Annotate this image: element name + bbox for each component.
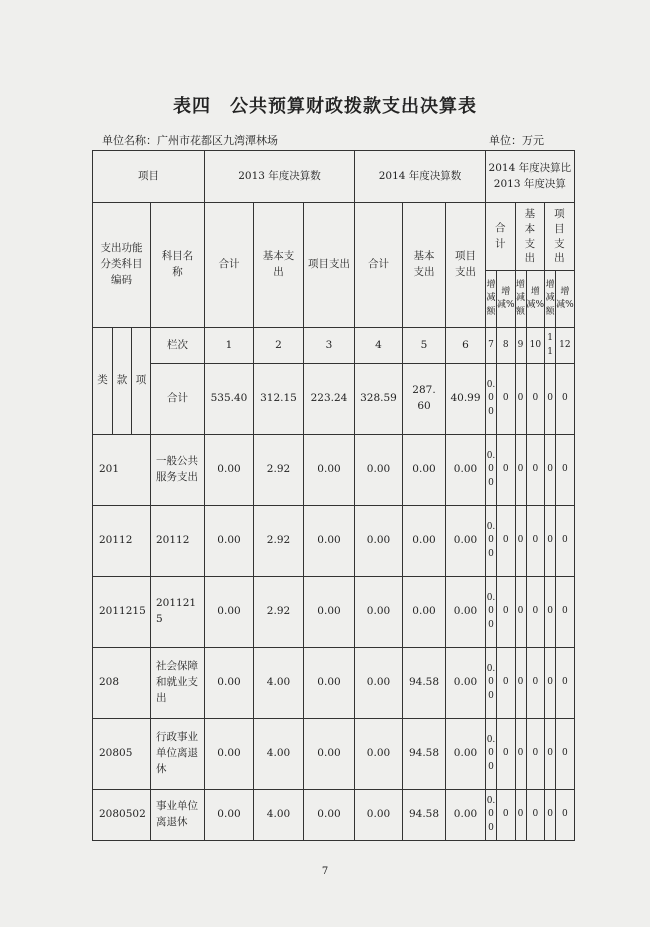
compare-value: 0 — [497, 719, 516, 790]
compare-value: 0 — [497, 364, 516, 435]
compare-value: 0.00 — [486, 719, 497, 790]
amount-cell: 0.00 — [403, 435, 446, 506]
subject-name-header: 科目名称 — [151, 203, 205, 328]
compare-value: 0 — [545, 719, 556, 790]
col-number: 5 — [403, 328, 446, 364]
lei-label: 类 — [93, 328, 113, 435]
table-row — [93, 719, 575, 790]
amount-cell: 0.00 — [446, 790, 486, 841]
compare-value: 0 — [497, 790, 516, 841]
compare-value: 0 — [556, 364, 575, 435]
compare-value: 0.00 — [486, 790, 497, 841]
amount-cell: 0.00 — [355, 506, 403, 577]
subject-name: 20112 — [151, 506, 205, 577]
page-title: 表四 公共预算财政拨款支出决算表 — [173, 96, 477, 117]
amount-cell: 2.92 — [254, 577, 304, 648]
compare-header: 2014 年度决算比 2013 年度决算 — [486, 151, 575, 203]
amount-cell: 0.00 — [205, 435, 254, 506]
table-row — [93, 435, 575, 506]
compare-value: 0 — [515, 648, 526, 719]
compare-value: 0 — [497, 506, 516, 577]
compare-value: 0 — [556, 435, 575, 506]
budget-table — [92, 150, 575, 841]
subject-code: 2080502 — [93, 790, 151, 841]
total-label: 合计 — [151, 364, 205, 435]
project-header: 项目 — [93, 151, 205, 203]
project-increase-amount: 增减额 — [545, 271, 556, 328]
col-number: 12 — [556, 328, 575, 364]
compare-value: 0.00 — [486, 435, 497, 506]
project-2013-header: 项目支出 — [304, 203, 355, 328]
compare-value: 0 — [526, 719, 545, 790]
subject-name: 行政事业单位离退休 — [151, 719, 205, 790]
amount-cell: 4.00 — [254, 790, 304, 841]
col-number: 1 — [205, 328, 254, 364]
amount-cell: 0.00 — [304, 648, 355, 719]
compare-value: 0 — [545, 577, 556, 648]
compare-value: 0 — [545, 790, 556, 841]
amount-cell: 0.00 — [355, 577, 403, 648]
amount-cell: 0.00 — [205, 790, 254, 841]
amount-cell: 0.00 — [355, 790, 403, 841]
lanci-label: 栏次 — [151, 328, 205, 364]
project-2014-header: 项目支出 — [446, 203, 486, 328]
project-2013: 223.24 — [304, 364, 355, 435]
compare-total-header: 合计 — [486, 203, 516, 271]
unit-label: 单位：万元 — [489, 134, 544, 147]
subject-code: 2011215 — [93, 577, 151, 648]
compare-value: 0 — [545, 506, 556, 577]
basic-2014: 287.60 — [403, 364, 446, 435]
col-number: 9 — [515, 328, 526, 364]
compare-value: 0 — [515, 435, 526, 506]
amount-cell: 0.00 — [446, 719, 486, 790]
amount-cell: 94.58 — [403, 719, 446, 790]
amount-cell: 94.58 — [403, 790, 446, 841]
compare-value: 0 — [497, 648, 516, 719]
col-number: 10 — [526, 328, 545, 364]
header-row-1 — [93, 151, 575, 203]
compare-value: 0 — [515, 790, 526, 841]
compare-value: 0 — [556, 577, 575, 648]
subject-code: 20805 — [93, 719, 151, 790]
compare-value: 0 — [556, 648, 575, 719]
compare-basic-header: 基本支出 — [515, 203, 545, 271]
y2014-header: 2014 年度决算数 — [355, 151, 486, 203]
amount-cell: 0.00 — [355, 719, 403, 790]
amount-cell: 0.00 — [304, 435, 355, 506]
amount-cell: 0.00 — [304, 790, 355, 841]
basic-2013-header: 基本支出 — [254, 203, 304, 328]
compare-value: 0 — [545, 648, 556, 719]
amount-cell: 0.00 — [446, 577, 486, 648]
amount-cell: 0.00 — [355, 435, 403, 506]
compare-project-header: 项目支出 — [545, 203, 575, 271]
basic-2013: 312.15 — [254, 364, 304, 435]
compare-value: 0 — [515, 719, 526, 790]
subject-name: 一般公共服务支出 — [151, 435, 205, 506]
basic-2014-header: 基本支出 — [403, 203, 446, 328]
compare-value: 0.00 — [486, 364, 497, 435]
compare-value: 0 — [556, 506, 575, 577]
kuan-label: 款 — [113, 328, 132, 435]
amount-cell: 0.00 — [205, 719, 254, 790]
table-row — [93, 577, 575, 648]
column-number-row — [93, 328, 575, 364]
amount-cell: 4.00 — [254, 719, 304, 790]
compare-value: 0 — [497, 435, 516, 506]
compare-value: 0.00 — [486, 648, 497, 719]
total-2014-header: 合计 — [355, 203, 403, 328]
amount-cell: 0.00 — [403, 577, 446, 648]
project-increase-pct: 增减% — [556, 271, 575, 328]
subject-name: 事业单位离退休 — [151, 790, 205, 841]
func-code-header: 支出功能分类科目编码 — [93, 203, 151, 328]
basic-increase-amount: 增减额 — [515, 271, 526, 328]
amount-cell: 4.00 — [254, 648, 304, 719]
amount-cell: 0.00 — [205, 648, 254, 719]
amount-cell: 0.00 — [446, 435, 486, 506]
amount-cell: 0.00 — [446, 648, 486, 719]
compare-value: 0 — [526, 435, 545, 506]
subject-name: 社会保障和就业支出 — [151, 648, 205, 719]
compare-value: 0 — [556, 719, 575, 790]
compare-value: 0 — [545, 364, 556, 435]
subject-name: 2011215 — [151, 577, 205, 648]
col-number: 3 — [304, 328, 355, 364]
amount-cell: 2.92 — [254, 435, 304, 506]
compare-value: 0 — [556, 790, 575, 841]
table-row — [93, 648, 575, 719]
header-row-2 — [93, 203, 575, 271]
xiang-label: 项 — [132, 328, 151, 435]
col-number: 2 — [254, 328, 304, 364]
compare-value: 0 — [526, 648, 545, 719]
subject-code: 208 — [93, 648, 151, 719]
total-increase-amount: 增减额 — [486, 271, 497, 328]
total-row — [93, 364, 575, 435]
amount-cell: 2.92 — [254, 506, 304, 577]
total-2014: 328.59 — [355, 364, 403, 435]
col-number: 8 — [497, 328, 516, 364]
table-row — [93, 506, 575, 577]
amount-cell: 94.58 — [403, 648, 446, 719]
compare-value: 0 — [515, 577, 526, 648]
amount-cell: 0.00 — [205, 506, 254, 577]
total-2013-header: 合计 — [205, 203, 254, 328]
compare-value: 0 — [526, 790, 545, 841]
subject-code: 201 — [93, 435, 151, 506]
compare-value: 0 — [545, 435, 556, 506]
total-increase-pct: 增减% — [497, 271, 516, 328]
col-number: 4 — [355, 328, 403, 364]
compare-value: 0 — [497, 577, 516, 648]
compare-value: 0 — [526, 506, 545, 577]
compare-value: 0.00 — [486, 577, 497, 648]
page-number: 7 — [321, 866, 329, 877]
col-number: 7 — [486, 328, 497, 364]
compare-value: 0.00 — [486, 506, 497, 577]
amount-cell: 0.00 — [355, 648, 403, 719]
project-2014: 40.99 — [446, 364, 486, 435]
table-row — [93, 790, 575, 841]
y2013-header: 2013 年度决算数 — [205, 151, 355, 203]
compare-value: 0 — [526, 577, 545, 648]
col-number: 6 — [446, 328, 486, 364]
amount-cell: 0.00 — [205, 577, 254, 648]
col-number: 11 — [545, 328, 556, 364]
amount-cell: 0.00 — [304, 506, 355, 577]
unit-name: 单位名称：广州市花都区九湾潭林场 — [102, 134, 278, 147]
subject-code: 20112 — [93, 506, 151, 577]
basic-increase-pct: 增减% — [526, 271, 545, 328]
amount-cell: 0.00 — [304, 719, 355, 790]
total-2013: 535.40 — [205, 364, 254, 435]
amount-cell: 0.00 — [403, 506, 446, 577]
amount-cell: 0.00 — [446, 506, 486, 577]
compare-value: 0 — [515, 506, 526, 577]
compare-value: 0 — [526, 364, 545, 435]
compare-value: 0 — [515, 364, 526, 435]
amount-cell: 0.00 — [304, 577, 355, 648]
